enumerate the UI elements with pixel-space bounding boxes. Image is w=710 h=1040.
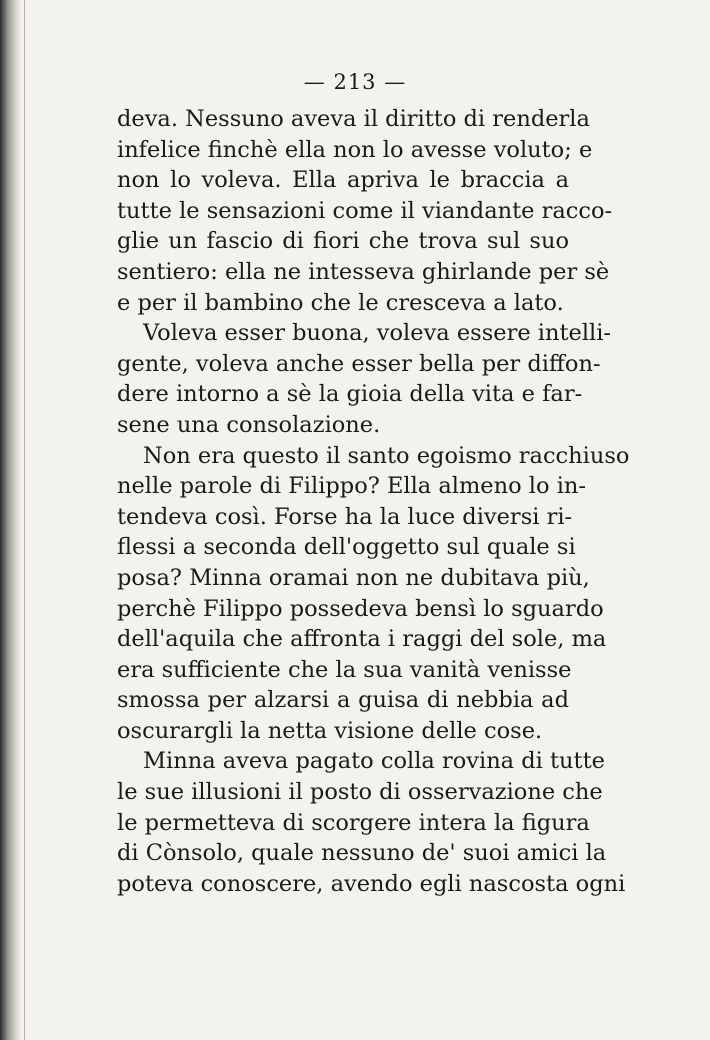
text-line: sene una consolazione. — [117, 411, 381, 438]
text-line: sentiero: ella ne intesseva ghirlande per sè — [117, 258, 610, 285]
text-line: le sue illusioni il posto di osservazione che — [117, 779, 603, 806]
page-number: — 213 — — [303, 70, 407, 94]
book-spine-shadow — [0, 0, 22, 1040]
text-line: posa? Minna oramai non ne dubitava più, — [117, 564, 590, 591]
text-line: perchè Filippo possedeva bensì lo sguardo — [117, 595, 604, 622]
body-text — [117, 104, 630, 899]
text-line: dell'aquila che affronta i raggi del sole, ma — [117, 626, 607, 653]
text-line: tutte le sensazioni come il viandante racco- — [117, 197, 613, 224]
paragraph — [117, 318, 612, 440]
text-line: dere intorno a sè la gioia della vita e far- — [117, 381, 583, 408]
text-line: tendeva così. Forse ha la luce diversi ri- — [117, 503, 573, 530]
text-line: oscurargli la netta visione delle cose. — [117, 717, 543, 744]
text-line: era sufficiente che la sua vanità venisse — [117, 656, 572, 683]
text-line: Minna aveva pagato colla rovina di tutte — [143, 748, 605, 775]
text-line: e per il bambino che le cresceva a lato. — [117, 289, 564, 316]
text-line: flessi a seconda dell'oggetto sul quale si — [117, 534, 576, 561]
text-line: poteva conoscere, avendo egli nascosta ogni — [117, 870, 626, 897]
text-line: glie un fascio di fiori che trova sul suo — [117, 228, 569, 255]
text-line: di Cònsolo, quale nessuno de' suoi amici la — [117, 840, 607, 867]
text-line: gente, voleva anche esser bella per diffon- — [117, 350, 601, 377]
text-line: non lo voleva. Ella apriva le braccia a — [117, 167, 569, 194]
paragraph — [117, 441, 630, 747]
paragraph — [117, 746, 626, 899]
text-line: infelice finchè ella non lo avesse voluto; e — [117, 136, 593, 163]
text-line: deva. Nessuno aveva il diritto di renderla — [117, 106, 590, 132]
text-line: le permetteva di scorgere intera la figura — [117, 809, 590, 836]
text-line: Non era questo il santo egoismo racchiuso — [143, 442, 630, 469]
text-line: nelle parole di Filippo? Ella almeno lo in- — [117, 473, 586, 500]
text-line: Voleva esser buona, voleva essere intelli- — [143, 320, 612, 347]
text-line: smossa per alzarsi a guisa di nebbia ad — [117, 687, 569, 714]
gutter-line — [24, 0, 25, 1040]
paragraph — [117, 104, 613, 318]
